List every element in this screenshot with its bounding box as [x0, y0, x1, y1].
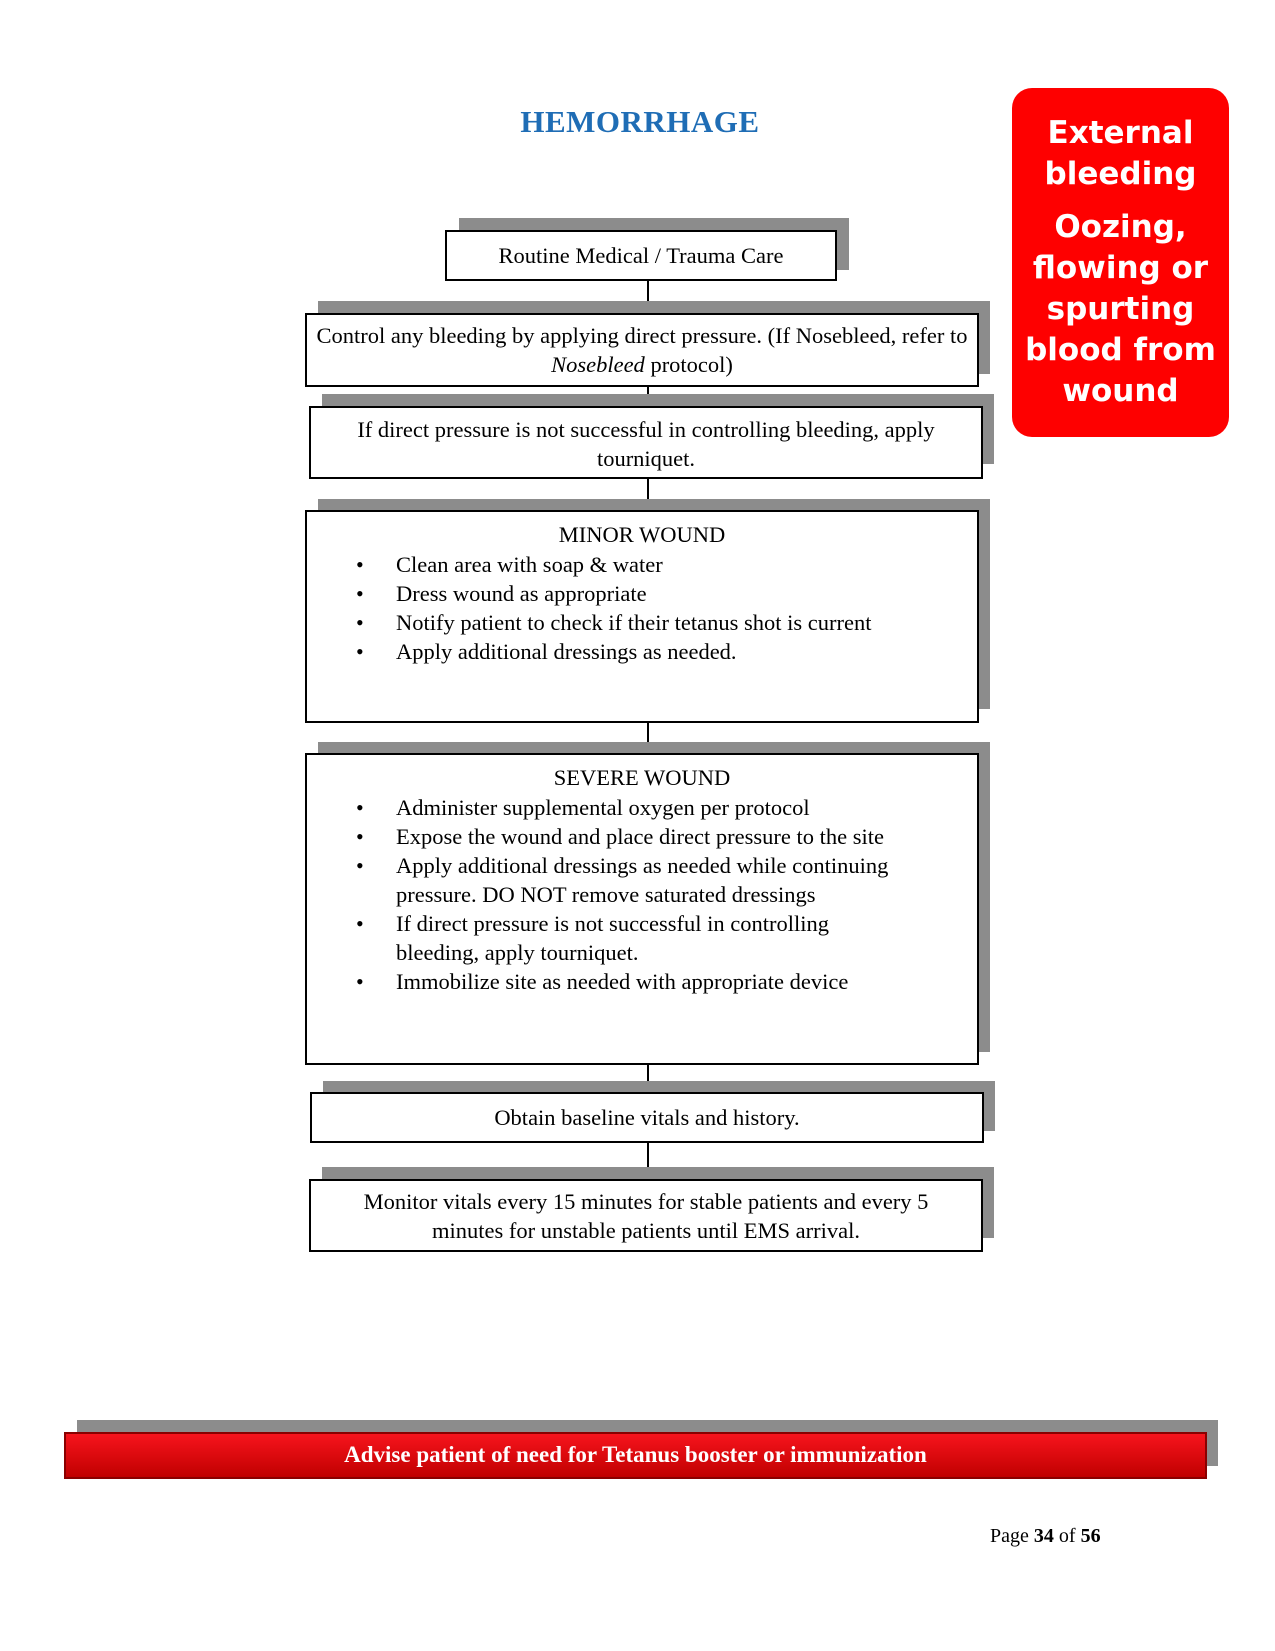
step-baseline-vitals-text: Obtain baseline vitals and history.: [494, 1105, 800, 1130]
step-routine-care-text: Routine Medical / Trauma Care: [498, 243, 784, 268]
definition-callout: [1012, 88, 1229, 437]
step-tourniquet-text: If direct pressure is not successful in controlling bleeding, apply tourniquet.: [357, 417, 935, 471]
severe-wound-list: [307, 793, 977, 996]
step-baseline-vitals: [310, 1092, 984, 1143]
current-page: 34: [1033, 1525, 1054, 1547]
step-tourniquet: [309, 406, 983, 479]
step-control-bleeding: [305, 313, 979, 387]
callout-description: Oozing, flowing or spurting blood from wound: [1025, 209, 1216, 409]
list-item: • Notify patient to check if their tetanus shot is current: [396, 608, 977, 637]
page-of-label: of: [1058, 1525, 1076, 1547]
severe-wound-heading: SEVERE WOUND: [553, 765, 731, 790]
list-item: • Dress wound as appropriate: [396, 579, 977, 608]
list-item: • Immobilize site as needed with appropriate device: [396, 967, 947, 996]
list-item: • Administer supplemental oxygen per protocol: [396, 793, 947, 822]
list-item: • Expose the wound and place direct pressure to the site: [396, 822, 947, 851]
minor-wound-heading: MINOR WOUND: [558, 522, 726, 547]
list-item: • Apply additional dressings as needed.: [396, 637, 977, 666]
step-monitor-vitals-text: Monitor vitals every 15 minutes for stable patients and every 5 minutes for unstable patients until EMS arrival.: [363, 1189, 929, 1243]
list-item: • Clean area with soap & water: [396, 550, 977, 579]
callout-heading: External bleeding: [1044, 115, 1197, 192]
step-monitor-vitals: [309, 1179, 983, 1252]
total-pages: 56: [1080, 1525, 1101, 1547]
step-control-bleeding-text: Control any bleeding by applying direct pressure. (If Nosebleed, refer to: [316, 323, 968, 348]
nosebleed-protocol-reference: Nosebleed: [551, 352, 645, 377]
minor-wound-box: [305, 510, 979, 723]
severe-wound-box: [305, 753, 979, 1065]
list-item: • Apply additional dressings as needed while continuing pressure. DO NOT remove saturated dressings: [396, 851, 947, 909]
minor-wound-list: [307, 550, 977, 666]
step-control-bleeding-text-end: protocol): [644, 352, 733, 377]
list-item: • If direct pressure is not successful in controlling bleeding, apply tourniquet.: [396, 909, 947, 967]
page-number: [990, 1525, 1101, 1548]
page-title: HEMORRHAGE: [520, 104, 760, 139]
tetanus-advisory-banner: Advise patient of need for Tetanus booster or immunization: [64, 1432, 1207, 1479]
page-label: Page: [990, 1525, 1029, 1547]
step-routine-care: [445, 230, 837, 281]
